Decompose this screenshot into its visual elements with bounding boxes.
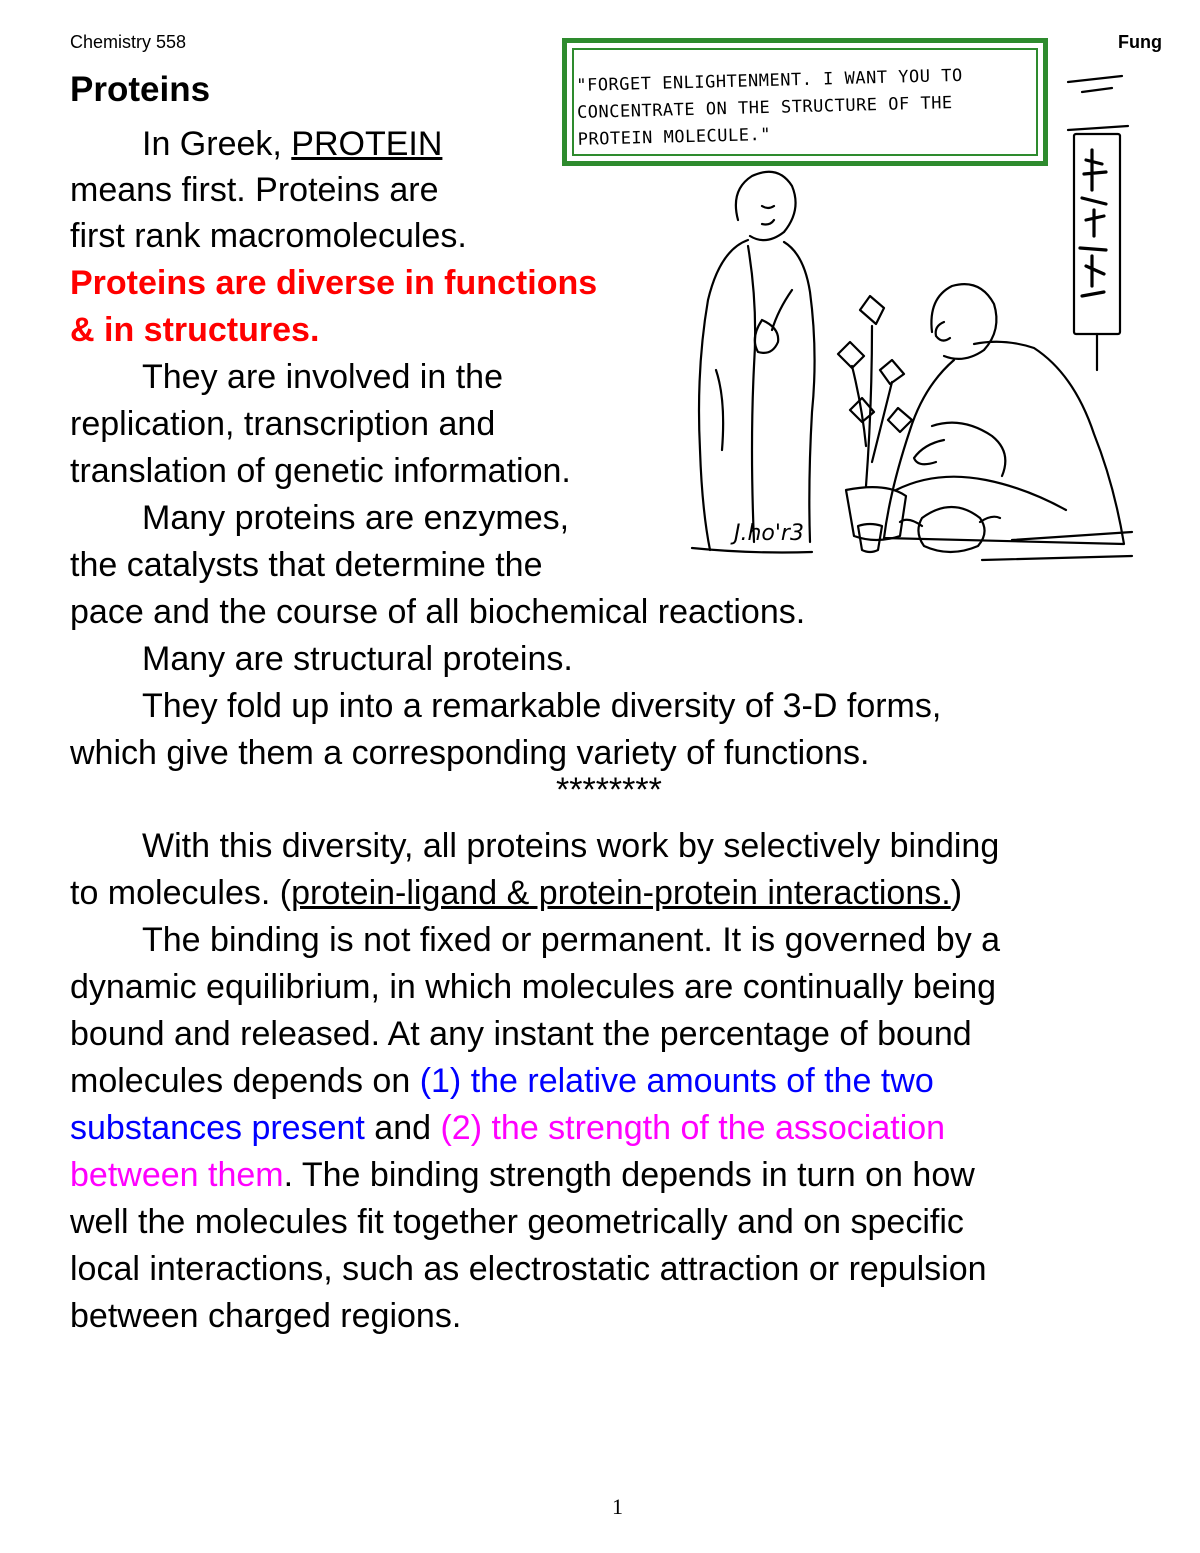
section-divider: ******** (556, 771, 662, 809)
factor-one-cont: substances present (70, 1109, 365, 1147)
text-line: dynamic equilibrium, in which molecules are continually being (70, 968, 997, 1006)
cartoon-signature: J.ho'r3 (734, 521, 804, 546)
text-line: The binding is not fixed or permanent. It is governed by a (142, 921, 1001, 959)
page-number: 1 (612, 1494, 623, 1519)
interactions-term: protein-ligand & protein-protein interactions. (291, 874, 951, 912)
text-span: In Greek, (142, 125, 292, 163)
text-line (70, 1108, 945, 1148)
emphasis-line: Proteins are diverse in functions (70, 264, 598, 302)
page-title: Proteins (70, 70, 211, 109)
monks-cartoon (682, 70, 1140, 570)
text-span: and (364, 1109, 441, 1147)
text-line: With this diversity, all proteins work by selectively binding (142, 827, 1000, 865)
text-line (70, 873, 962, 913)
text-span: . The binding strength depends in turn on how (283, 1156, 975, 1194)
text-line: between charged regions. (70, 1297, 462, 1335)
seated-monk (884, 284, 1124, 544)
text-line: Many are structural proteins. (142, 640, 573, 678)
text-line: replication, transcription and (70, 405, 496, 443)
text-line: Many proteins are enzymes, (142, 499, 570, 537)
factor-one: (1) the relative amounts of the two (419, 1062, 934, 1100)
text-line: They are involved in the (142, 358, 503, 396)
standing-monk (699, 172, 815, 550)
text-line: the catalysts that determine the (70, 546, 543, 584)
text-line: pace and the course of all biochemical reactions. (70, 593, 806, 631)
author-header: Fung (1118, 32, 1162, 52)
text-line (70, 1061, 934, 1101)
hanging-scroll (1068, 76, 1128, 370)
course-header: Chemistry 558 (70, 32, 187, 52)
text-line (70, 1155, 975, 1195)
text-line: which give them a corresponding variety of functions. (70, 734, 870, 772)
text-line: first rank macromolecules. (70, 217, 467, 255)
text-line: well the molecules fit together geometrically and on specific (70, 1203, 964, 1241)
emphasis-line: & in structures. (70, 311, 320, 349)
text-span: molecules depends on (70, 1062, 420, 1100)
text-line: local interactions, such as electrostatic attraction or repulsion (70, 1250, 987, 1288)
cartoon-caption-text: "FORGET ENLIGHTENMENT. I WANT YOU TO CONCENTRATE ON THE STRUCTURE OF THE PROTEIN MOLECULE." (576, 65, 963, 150)
tea-set (858, 507, 1000, 552)
text-line: translation of genetic information. (70, 452, 571, 490)
text-span: to molecules. ( (70, 874, 292, 912)
factor-two-cont: between them (70, 1156, 284, 1194)
text-line: They fold up into a remarkable diversity of 3-D forms, (142, 687, 942, 725)
text-line (70, 124, 442, 164)
text-span: ) (950, 874, 963, 912)
term-protein: PROTEIN (291, 125, 443, 163)
text-line: bound and released. At any instant the percentage of bound (70, 1015, 972, 1053)
text-line: means first. Proteins are (70, 171, 439, 209)
factor-two: (2) the strength of the association (440, 1109, 946, 1147)
potted-plant (838, 296, 912, 540)
